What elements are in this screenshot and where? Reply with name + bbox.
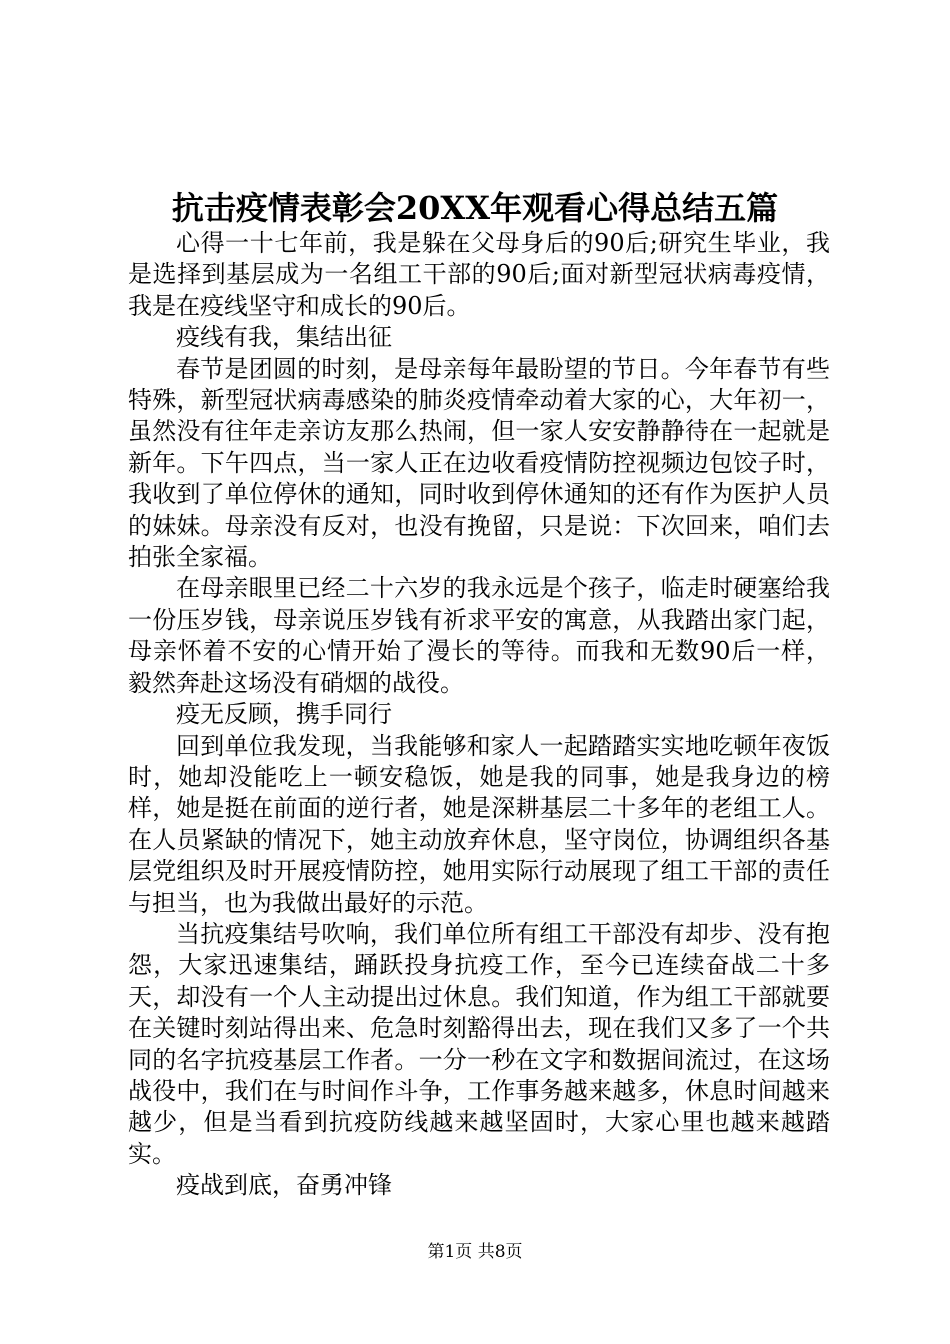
section-heading-2: 疫无反顾，携手同行 — [176, 700, 392, 729]
section-heading-1: 疫线有我，集结出征 — [176, 323, 392, 352]
paragraph-spring-festival: 春节是团圆的时刻，是母亲每年最盼望的节日。今年春节有些特殊，新型冠状病毒感染的肺炎疫情牵动着大家的心，大年初一，虽然没有往年走亲访友那么热闹，但一家人安安静静待在一起就是新年。下午四点，当一家人正在边收看疫情防控视频边包饺子时，我收到了单位停休的通知，同时收到停休通知的还有作为医护人员的妹妹。母亲没有反对，也没有挽留，只是说：下次回来，咱们去拍张全家福。 — [128, 354, 830, 572]
document-body — [128, 228, 830, 1202]
document-title: 抗击疫情表彰会20XX年观看心得总结五篇 — [171, 189, 779, 227]
section-heading-3: 疫战到底，奋勇冲锋 — [176, 1171, 392, 1200]
paragraph-assembly: 当抗疫集结号吹响，我们单位所有组工干部没有却步、没有抱怨，大家迅速集结，踊跃投身抗疫工作，至今已连续奋战二十多天，却没有一个人主动提出过休息。我们知道，作为组工干部就要在关键时刻站得出来、危急时刻豁得出去，现在我们又多了一个共同的名字抗疫基层工作者。一分一秒在文字和数据间流过，在这场战役中，我们在与时间作斗争，工作事务越来越多，休息时间越来越少，但是当看到抗疫防线越来越坚固时，大家心里也越来越踏实。 — [128, 919, 830, 1168]
page-footer: 第1页 共8页 — [427, 1242, 523, 1262]
paragraph-mother: 在母亲眼里已经二十六岁的我永远是个孩子，临走时硬塞给我一份压岁钱，母亲说压岁钱有祈求平安的寓意，从我踏出家门起，母亲怀着不安的心情开始了漫长的等待。而我和无数90后一样，毅然奔赴这场没有硝烟的战役。 — [128, 574, 830, 697]
paragraph-intro: 心得一十七年前，我是躲在父母身后的90后;研究生毕业，我是选择到基层成为一名组工干部的90后;面对新型冠状病毒疫情，我是在疫线坚守和成长的90后。 — [128, 229, 830, 320]
paragraph-colleague: 回到单位我发现，当我能够和家人一起踏踏实实地吃顿年夜饭时，她却没能吃上一顿安稳饭，她是我的同事，她是我身边的榜样，她是挺在前面的逆行者，她是深耕基层二十多年的老组工人。在人员紧缺的情况下，她主动放弃休息，坚守岗位，协调组织各基层党组织及时开展疫情防控，她用实际行动展现了组工干部的责任与担当，也为我做出最好的示范。 — [128, 731, 830, 917]
